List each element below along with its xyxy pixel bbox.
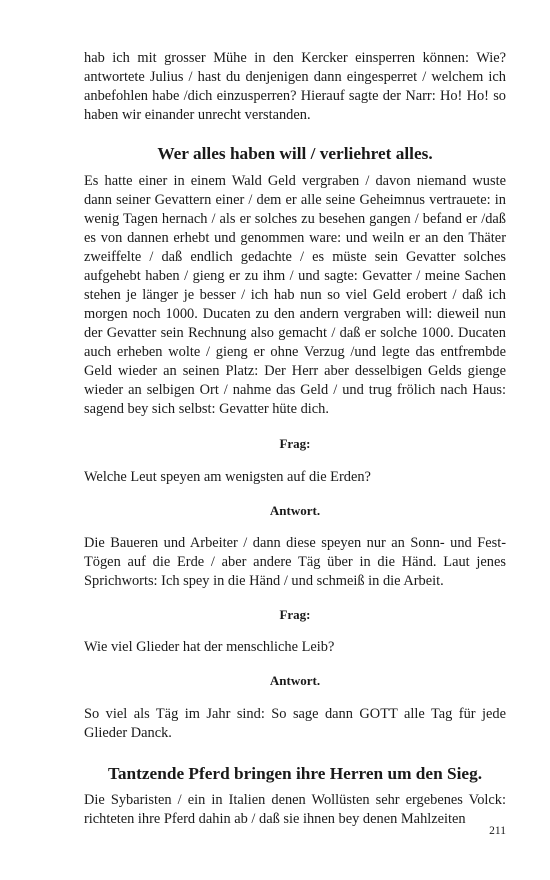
page-number: 211 [489,825,506,837]
answer-label: Antwort. [269,673,321,688]
question-text: Wie viel Glieder hat der menschliche Leib? [84,639,335,655]
paragraph-continuation: hab ich mit grosser Mühe in den Kercker einsperren können: Wie? antwortete Julius / hast du denjenigen dann eingesperret / welchem ich anbefohlen habe /dich einzusperren? Hierauf sagte der Narr: Ho! Ho! so haben wir einander unrecht verstanden. [84,50,506,123]
section-heading-pferd: Tantzende Pferd bringen ihre Herren um den Sieg. [107,764,483,783]
answer-text: Die Baueren und Arbeiter / dann diese speyen nur an Sonn- und Fest-Tögen auf die Erde / aber andere Täg über in die Händ. Laut jenes Sprichworts: Ich spey in die Händ / und schmeiß in die Arbeit. [84,535,506,589]
question-text: Welche Leut speyen am wenigsten auf die Erden? [84,469,371,485]
question-label: Frag: [279,607,311,622]
answer-label: Antwort. [269,503,321,518]
page-body [84,49,506,829]
question-label: Frag: [279,436,311,451]
answer-text: So viel als Täg im Jahr sind: So sage dann GOTT alle Tag für jede Glieder Danck. [84,706,506,741]
section-heading-geld: Wer alles haben will / verliehret alles. [157,144,433,163]
paragraph-pferd-story: Die Sybaristen / ein in Italien denen Wollüsten sehr ergebenes Volck: richteten ihre Pferd dahin ab / daß sie ihnen bey denen Mahlzeiten [84,792,506,827]
paragraph-geld-story: Es hatte einer in einem Wald Geld vergraben / davon niemand wuste dann seiner Gevattern einer / dem er alle seine Geheimnus vertrauete: in wenig Tagen hernach / als er solches zu besehen gangen / befand er /daß es von dannen erhebt und genommen ware: und weiln er an den Thäter zweiffelte / daß endlich gedachte / es müste sein Gevatter solches aufgehebt haben / gieng er zu ihm / und sagte: Gevatter / meine Sachen stehen je länger je besser / ich hab nun so viel Geld erobert / daß ich morgen noch 1000. Ducaten zu den andern vergraben will: dieweil nun der Gevatter sein Rechnung also gemacht / daß er solche 1000. Ducaten auch erheben wolte / gieng er ohne Verzug /und legte das entfrembde Geld wieder an seinen Platz: Der Herr aber desselbigen Gelds gienge wieder an selbigen Ort / nahme das Geld / und trug frölich nach Haus: sagend bey sich selbst: Gevatter hüte dich. [84,173,506,417]
